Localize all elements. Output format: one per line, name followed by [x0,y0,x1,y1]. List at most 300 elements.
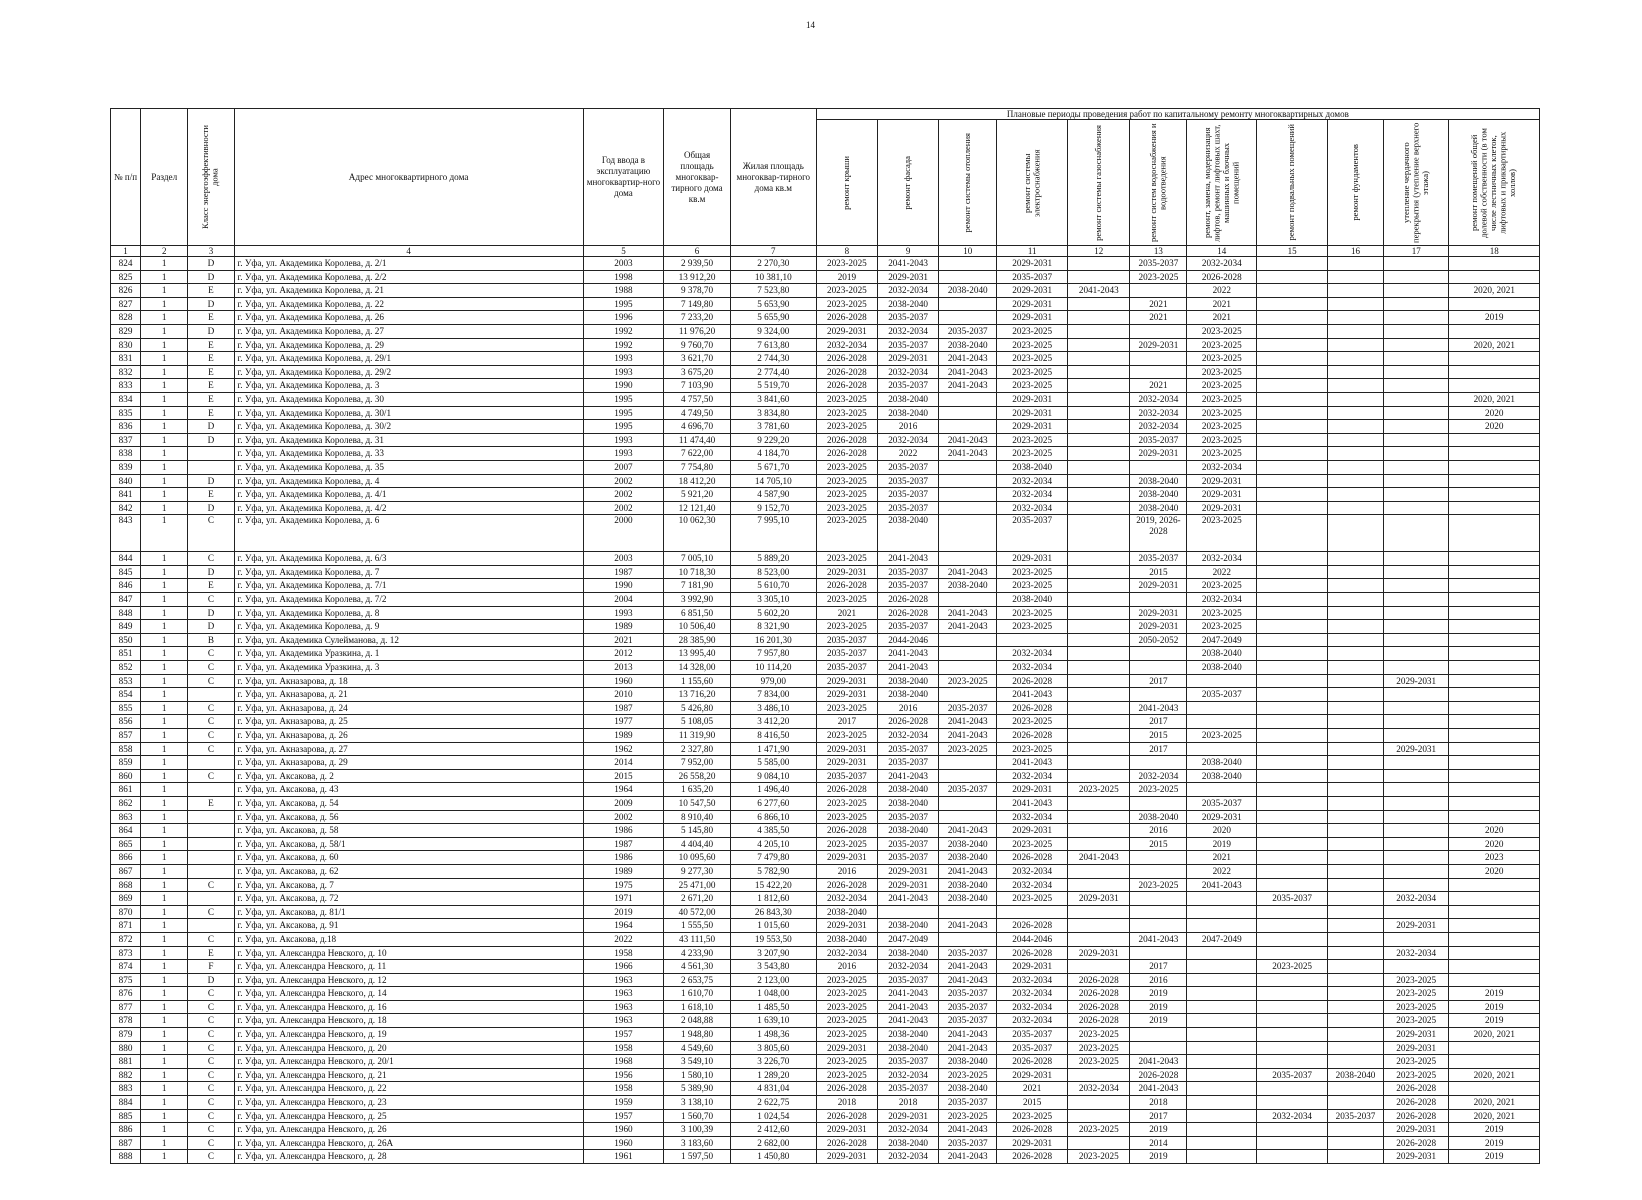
cell-water [1130,688,1187,702]
cell-roof: 2026-2028 [816,1109,877,1123]
cell-heating: 2041-2043 [939,365,997,379]
cell-common-areas: 2020, 2021 [1449,392,1540,406]
cell-elevators: 2038-2040 [1187,661,1257,675]
cell-attic: 2026-2028 [1383,1096,1449,1110]
table-row [111,756,1540,770]
cell-address: г. Уфа, ул. Академика Королева, д. 3 [234,379,583,393]
cell-address: г. Уфа, ул. Аксакова, д. 60 [234,851,583,865]
cell-basement [1257,824,1328,838]
cell-roof: 2029-2031 [816,324,877,338]
cell-water: 2041-2043 [1130,932,1187,946]
cell-living-area: 3 841,60 [730,392,816,406]
cell-row-number: 873 [111,946,141,960]
cell-foundation [1328,892,1384,906]
cell-electric [997,905,1068,919]
cell-heating: 2041-2043 [939,1041,997,1055]
cell-energy-class: D [188,433,234,447]
cell-water: 2016 [1130,824,1187,838]
cell-elevators [1187,674,1257,688]
cell-gas [1068,919,1130,933]
cell-year: 2003 [583,552,664,566]
cell-facade: 2038-2040 [878,946,939,960]
cell-water [1130,1041,1187,1055]
cell-basement [1257,297,1328,311]
cell-energy-class: C [188,1055,234,1069]
cell-basement [1257,796,1328,810]
cell-common-areas [1449,783,1540,797]
cell-water: 2015 [1130,565,1187,579]
cell-row-number: 871 [111,919,141,933]
cell-energy-class: C [188,1136,234,1150]
cell-attic [1383,647,1449,661]
cell-year: 2000 [583,515,664,552]
cell-address: г. Уфа, ул. Академика Королева, д. 7 [234,565,583,579]
cell-roof: 2023-2025 [816,987,877,1001]
cell-row-number: 848 [111,606,141,620]
cell-living-area: 9 152,70 [730,501,816,515]
table-row [111,552,1540,566]
cell-facade: 2032-2034 [878,729,939,743]
cell-address: г. Уфа, ул. Александра Невского, д. 14 [234,987,583,1001]
cell-address: г. Уфа, ул. Академика Королева, д. 31 [234,433,583,447]
cell-water [1130,905,1187,919]
cell-roof: 2023-2025 [816,593,877,607]
cell-common-areas: 2019 [1449,987,1540,1001]
cell-common-areas [1449,796,1540,810]
cell-common-areas: 2020, 2021 [1449,1096,1540,1110]
cell-electric: 2026-2028 [997,946,1068,960]
table-row [111,729,1540,743]
table-row [111,701,1540,715]
cell-total-area: 7 952,00 [664,756,731,770]
col-header-energy-class: Класс энергоэффективности дома [188,109,234,246]
cell-electric: 2026-2028 [997,1150,1068,1164]
col-header-total-area: Общая площадь многоквар-тирного дома кв.м [664,109,731,246]
column-number-cell: 17 [1383,246,1449,257]
cell-row-number: 831 [111,352,141,366]
cell-foundation: 2035-2037 [1328,1109,1384,1123]
cell-energy-class [188,810,234,824]
cell-gas [1068,824,1130,838]
cell-basement [1257,1150,1328,1164]
col-header-water: ремонт систем водоснабжения и водоотведения [1130,120,1187,246]
cell-elevators [1187,1068,1257,1082]
cell-attic [1383,379,1449,393]
table-row [111,593,1540,607]
cell-electric: 2023-2025 [997,565,1068,579]
cell-elevators [1187,1028,1257,1042]
cell-energy-class: D [188,474,234,488]
cell-elevators: 2023-2025 [1187,338,1257,352]
cell-attic [1383,661,1449,675]
cell-section: 1 [141,606,188,620]
cell-common-areas [1449,973,1540,987]
cell-basement [1257,919,1328,933]
cell-foundation [1328,674,1384,688]
cell-attic [1383,837,1449,851]
cell-basement [1257,460,1328,474]
cell-section: 1 [141,352,188,366]
cell-roof: 2035-2037 [816,647,877,661]
cell-total-area: 10 506,40 [664,620,731,634]
cell-elevators: 2023-2025 [1187,420,1257,434]
cell-basement [1257,729,1328,743]
cell-gas [1068,297,1130,311]
cell-common-areas [1449,297,1540,311]
cell-gas: 2023-2025 [1068,1028,1130,1042]
cell-facade: 2029-2031 [878,352,939,366]
column-number-cell: 10 [939,246,997,257]
cell-address: г. Уфа, ул. Академика Королева, д. 33 [234,447,583,461]
cell-total-area: 11 474,40 [664,433,731,447]
cell-facade: 2016 [878,420,939,434]
cell-gas [1068,661,1130,675]
cell-year: 1986 [583,824,664,838]
cell-facade: 2032-2034 [878,433,939,447]
cell-living-area: 10 114,20 [730,661,816,675]
cell-year: 1993 [583,606,664,620]
cell-facade: 2038-2040 [878,297,939,311]
cell-gas [1068,420,1130,434]
cell-electric: 2023-2025 [997,379,1068,393]
table-row [111,1028,1540,1042]
cell-row-number: 868 [111,878,141,892]
cell-roof: 2026-2028 [816,579,877,593]
cell-electric: 2023-2025 [997,338,1068,352]
cell-facade: 2038-2040 [878,392,939,406]
cell-energy-class: E [188,338,234,352]
cell-heating: 2041-2043 [939,1150,997,1164]
cell-attic: 2029-2031 [1383,1041,1449,1055]
cell-roof: 2038-2040 [816,932,877,946]
cell-elevators: 2023-2025 [1187,620,1257,634]
cell-row-number: 849 [111,620,141,634]
cell-address: г. Уфа, ул. Академика Королева, д. 30 [234,392,583,406]
cell-basement [1257,973,1328,987]
cell-water [1130,661,1187,675]
cell-section: 1 [141,474,188,488]
cell-basement [1257,420,1328,434]
cell-water: 2038-2040 [1130,474,1187,488]
cell-energy-class: C [188,987,234,1001]
cell-common-areas: 2020 [1449,420,1540,434]
cell-row-number: 886 [111,1123,141,1137]
cell-foundation [1328,552,1384,566]
cell-attic: 2029-2031 [1383,674,1449,688]
cell-water: 2023-2025 [1130,783,1187,797]
cell-roof: 2038-2040 [816,905,877,919]
cell-basement [1257,1082,1328,1096]
cell-roof: 2029-2031 [816,756,877,770]
cell-facade: 2035-2037 [878,460,939,474]
cell-elevators [1187,1136,1257,1150]
cell-attic [1383,392,1449,406]
cell-year: 1957 [583,1109,664,1123]
cell-basement [1257,593,1328,607]
cell-row-number: 880 [111,1041,141,1055]
cell-electric: 2038-2040 [997,460,1068,474]
cell-energy-class: D [188,620,234,634]
cell-section: 1 [141,796,188,810]
table-row [111,406,1540,420]
cell-year: 1961 [583,1150,664,1164]
cell-year: 2003 [583,257,664,271]
cell-year: 1986 [583,851,664,865]
cell-electric: 2023-2025 [997,837,1068,851]
cell-total-area: 6 851,50 [664,606,731,620]
cell-elevators: 2035-2037 [1187,796,1257,810]
cell-year: 1989 [583,620,664,634]
cell-row-number: 884 [111,1096,141,1110]
cell-section: 1 [141,1136,188,1150]
cell-basement [1257,392,1328,406]
cell-water: 2014 [1130,1136,1187,1150]
cell-total-area: 10 095,60 [664,851,731,865]
cell-living-area: 1 812,60 [730,892,816,906]
cell-address: г. Уфа, ул. Александра Невского, д. 11 [234,960,583,974]
cell-section: 1 [141,515,188,552]
cell-attic: 2023-2025 [1383,987,1449,1001]
table-row [111,270,1540,284]
cell-foundation [1328,647,1384,661]
cell-total-area: 3 549,10 [664,1055,731,1069]
cell-roof: 2023-2025 [816,552,877,566]
cell-roof: 2026-2028 [816,1136,877,1150]
cell-facade: 2038-2040 [878,674,939,688]
cell-facade: 2038-2040 [878,515,939,552]
cell-heating [939,257,997,271]
table-row [111,715,1540,729]
cell-water: 2050-2052 [1130,633,1187,647]
cell-water: 2018 [1130,1096,1187,1110]
cell-water [1130,647,1187,661]
cell-basement [1257,837,1328,851]
cell-water: 2021 [1130,297,1187,311]
cell-year: 1966 [583,960,664,974]
cell-heating: 2035-2037 [939,1096,997,1110]
cell-row-number: 887 [111,1136,141,1150]
cell-living-area: 5 655,90 [730,311,816,325]
cell-address: г. Уфа, ул. Академика Сулейманова, д. 12 [234,633,583,647]
cell-total-area: 7 103,90 [664,379,731,393]
cell-section: 1 [141,769,188,783]
cell-gas: 2041-2043 [1068,851,1130,865]
cell-elevators: 2021 [1187,851,1257,865]
cell-basement [1257,688,1328,702]
cell-common-areas [1449,620,1540,634]
cell-living-area: 1 639,10 [730,1014,816,1028]
cell-row-number: 853 [111,674,141,688]
cell-address: г. Уфа, ул. Акназарова, д. 21 [234,688,583,702]
cell-heating [939,311,997,325]
cell-year: 2010 [583,688,664,702]
cell-electric: 2032-2034 [997,474,1068,488]
cell-elevators [1187,973,1257,987]
cell-common-areas [1449,593,1540,607]
table-row [111,796,1540,810]
cell-elevators [1187,1109,1257,1123]
cell-common-areas [1449,257,1540,271]
cell-energy-class [188,447,234,461]
cell-elevators: 2029-2031 [1187,501,1257,515]
cell-electric: 2029-2031 [997,824,1068,838]
cell-energy-class: C [188,647,234,661]
cell-year: 2021 [583,633,664,647]
cell-gas [1068,742,1130,756]
cell-energy-class: D [188,565,234,579]
cell-roof: 2023-2025 [816,392,877,406]
cell-section: 1 [141,742,188,756]
cell-row-number: 844 [111,552,141,566]
cell-section: 1 [141,1014,188,1028]
cell-electric: 2023-2025 [997,433,1068,447]
table-row [111,1000,1540,1014]
cell-year: 2002 [583,810,664,824]
cell-basement [1257,647,1328,661]
cell-water [1130,460,1187,474]
cell-section: 1 [141,1068,188,1082]
table-row [111,688,1540,702]
cell-roof: 2026-2028 [816,433,877,447]
table-row [111,864,1540,878]
cell-electric: 2023-2025 [997,742,1068,756]
cell-living-area: 4 184,70 [730,447,816,461]
cell-living-area: 5 782,90 [730,864,816,878]
table-row [111,946,1540,960]
cell-facade: 2035-2037 [878,488,939,502]
cell-roof: 2026-2028 [816,878,877,892]
cell-year: 1960 [583,1136,664,1150]
cell-foundation [1328,783,1384,797]
cell-section: 1 [141,688,188,702]
cell-energy-class: C [188,742,234,756]
cell-living-area: 3 305,10 [730,593,816,607]
cell-living-area: 2 412,60 [730,1123,816,1137]
cell-total-area: 10 547,50 [664,796,731,810]
cell-water [1130,864,1187,878]
cell-facade: 2041-2043 [878,552,939,566]
cell-common-areas [1449,715,1540,729]
cell-facade: 2018 [878,1096,939,1110]
cell-row-number: 855 [111,701,141,715]
column-number-cell: 5 [583,246,664,257]
cell-year: 1959 [583,1096,664,1110]
cell-basement [1257,606,1328,620]
cell-elevators: 2023-2025 [1187,365,1257,379]
cell-energy-class: E [188,406,234,420]
cell-foundation [1328,742,1384,756]
cell-energy-class: E [188,796,234,810]
cell-address: г. Уфа, ул. Академика Королева, д. 4/1 [234,488,583,502]
cell-foundation [1328,365,1384,379]
cell-attic [1383,474,1449,488]
cell-heating: 2041-2043 [939,960,997,974]
cell-heating [939,932,997,946]
cell-living-area: 1 450,80 [730,1150,816,1164]
cell-section: 1 [141,379,188,393]
cell-year: 1962 [583,742,664,756]
cell-year: 1990 [583,579,664,593]
cell-facade: 2038-2040 [878,406,939,420]
cell-year: 2022 [583,932,664,946]
cell-heating [939,905,997,919]
cell-row-number: 858 [111,742,141,756]
cell-elevators: 2047-2049 [1187,633,1257,647]
cell-total-area: 7 181,90 [664,579,731,593]
cell-living-area: 5 519,70 [730,379,816,393]
cell-elevators: 2021 [1187,311,1257,325]
cell-year: 1993 [583,447,664,461]
cell-common-areas [1449,474,1540,488]
cell-elevators [1187,905,1257,919]
cell-common-areas [1449,688,1540,702]
cell-section: 1 [141,892,188,906]
cell-heating [939,515,997,552]
cell-electric: 2026-2028 [997,674,1068,688]
cell-elevators: 2023-2025 [1187,433,1257,447]
cell-address: г. Уфа, ул. Александра Невского, д. 20 [234,1041,583,1055]
cell-foundation [1328,1136,1384,1150]
cell-living-area: 7 523,80 [730,284,816,298]
cell-electric: 2023-2025 [997,892,1068,906]
cell-total-area: 9 378,70 [664,284,731,298]
cell-year: 1958 [583,946,664,960]
cell-section: 1 [141,420,188,434]
cell-water [1130,946,1187,960]
cell-energy-class [188,892,234,906]
cell-elevators: 2035-2037 [1187,688,1257,702]
cell-section: 1 [141,460,188,474]
cell-row-number: 888 [111,1150,141,1164]
cell-section: 1 [141,864,188,878]
cell-living-area: 8 523,00 [730,565,816,579]
cell-heating: 2041-2043 [939,433,997,447]
column-number-cell: 3 [188,246,234,257]
cell-water: 2041-2043 [1130,1055,1187,1069]
cell-gas [1068,1068,1130,1082]
table-row [111,284,1540,298]
cell-address: г. Уфа, ул. Александра Невского, д. 21 [234,1068,583,1082]
cell-basement [1257,864,1328,878]
table-row [111,837,1540,851]
cell-living-area: 7 834,00 [730,688,816,702]
cell-water: 2019 [1130,1150,1187,1164]
cell-common-areas [1449,647,1540,661]
cell-gas [1068,647,1130,661]
cell-roof: 2016 [816,960,877,974]
cell-facade: 2026-2028 [878,593,939,607]
cell-facade: 2035-2037 [878,579,939,593]
cell-heating [939,756,997,770]
cell-year: 2015 [583,769,664,783]
cell-foundation [1328,392,1384,406]
cell-water: 2041-2043 [1130,701,1187,715]
column-number-cell: 4 [234,246,583,257]
cell-heating: 2023-2025 [939,1068,997,1082]
cell-living-area: 9 229,20 [730,433,816,447]
cell-total-area: 2 671,20 [664,892,731,906]
cell-year: 2002 [583,488,664,502]
cell-total-area: 3 621,70 [664,352,731,366]
table-row [111,1014,1540,1028]
cell-elevators [1187,1014,1257,1028]
cell-row-number: 874 [111,960,141,974]
cell-common-areas: 2019 [1449,1000,1540,1014]
cell-water: 2035-2037 [1130,552,1187,566]
cell-gas [1068,1136,1130,1150]
cell-gas [1068,460,1130,474]
cell-water: 2041-2043 [1130,1082,1187,1096]
